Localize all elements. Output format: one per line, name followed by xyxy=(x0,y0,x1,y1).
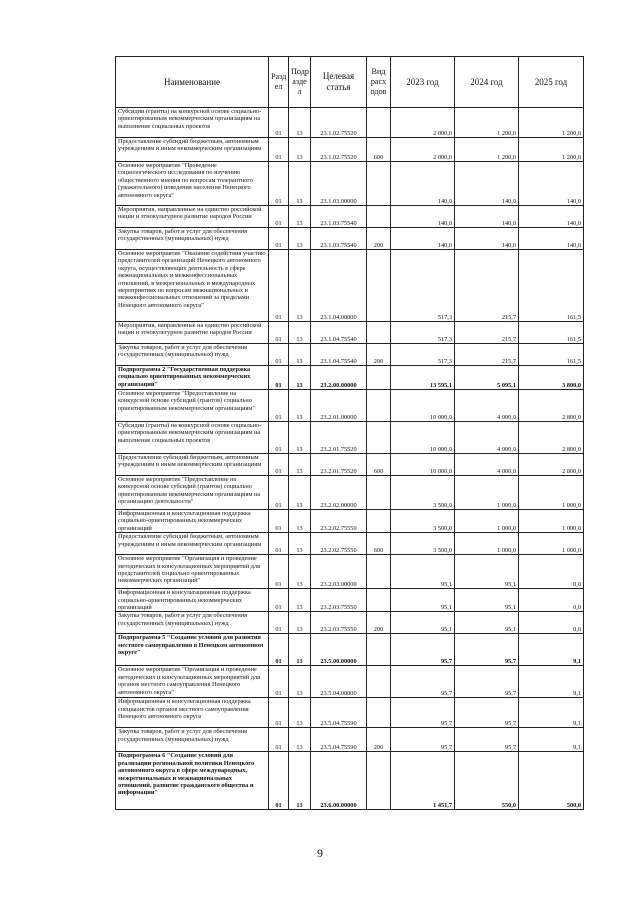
cell-expense-type xyxy=(367,422,391,454)
cell-target: 23.2.01.00000 xyxy=(311,390,367,422)
cell-subsection: 13 xyxy=(289,589,311,612)
cell-section: 01 xyxy=(269,108,289,138)
table-row xyxy=(116,728,584,752)
cell-year-2024: 215,7 xyxy=(455,322,519,344)
cell-year-2024: 1 200,0 xyxy=(455,138,519,162)
header-target: Целевая статья xyxy=(311,57,367,108)
table-row xyxy=(116,533,584,555)
table-row xyxy=(116,589,584,612)
cell-target: 23.2.02.75550 xyxy=(311,510,367,533)
cell-section: 01 xyxy=(269,533,289,555)
cell-year-2025: 3 800,0 xyxy=(519,366,584,390)
cell-target: 23.2.00.00000 xyxy=(311,366,367,390)
cell-year-2025: 161,5 xyxy=(519,250,584,322)
cell-target: 23.1.04.00000 xyxy=(311,250,367,322)
cell-name: Мероприятия, направленные на единство российской нации и этнокультурное развитие народов России xyxy=(116,322,269,344)
cell-name: Основное мероприятие "Оказание содействия участию представителей организаций Ненецкого автономного округа, осуществляющих деятельность в сфере межнациональных и межконфессиональных отношений, в межрегиональных и международных мероприятиях по вопросам межнациональных и межконфессиональных отношений за пределами Ненецкого автономного округа" xyxy=(116,250,269,322)
cell-expense-type: 600 xyxy=(367,533,391,555)
header-year-2024: 2024 год xyxy=(455,57,519,108)
cell-section: 01 xyxy=(269,138,289,162)
cell-expense-type xyxy=(367,589,391,612)
cell-year-2023: 95,7 xyxy=(391,728,455,752)
cell-expense-type xyxy=(367,510,391,533)
cell-year-2023: 2 000,0 xyxy=(391,138,455,162)
table-header-row xyxy=(116,57,584,108)
cell-subsection: 13 xyxy=(289,555,311,589)
cell-target: 23.2.01.75520 xyxy=(311,454,367,476)
cell-target: 23.5.04.75590 xyxy=(311,728,367,752)
cell-expense-type xyxy=(367,322,391,344)
cell-year-2023: 1 451,7 xyxy=(391,752,455,810)
cell-year-2025: 0,0 xyxy=(519,555,584,589)
cell-subsection: 13 xyxy=(289,634,311,666)
cell-section: 01 xyxy=(269,752,289,810)
cell-year-2024: 4 000,0 xyxy=(455,454,519,476)
cell-year-2025: 2 800,0 xyxy=(519,390,584,422)
cell-year-2024: 215,7 xyxy=(455,250,519,322)
cell-expense-type xyxy=(367,634,391,666)
cell-year-2025: 9,1 xyxy=(519,728,584,752)
cell-target: 23.1.04.75540 xyxy=(311,322,367,344)
table-row xyxy=(116,250,584,322)
page-number: 9 xyxy=(317,846,323,860)
cell-subsection: 13 xyxy=(289,322,311,344)
cell-year-2023: 3 500,0 xyxy=(391,476,455,510)
cell-year-2024: 95,1 xyxy=(455,612,519,634)
cell-year-2025: 140,0 xyxy=(519,162,584,206)
cell-year-2024: 95,7 xyxy=(455,728,519,752)
table-row xyxy=(116,510,584,533)
cell-year-2023: 140,0 xyxy=(391,162,455,206)
cell-subsection: 13 xyxy=(289,206,311,228)
cell-year-2025: 2 800,0 xyxy=(519,454,584,476)
cell-section: 01 xyxy=(269,666,289,698)
table-row xyxy=(116,344,584,366)
cell-section: 01 xyxy=(269,728,289,752)
cell-year-2025: 161,5 xyxy=(519,344,584,366)
cell-year-2024: 5 095,1 xyxy=(455,366,519,390)
cell-section: 01 xyxy=(269,162,289,206)
cell-name: Закупка товаров, работ и услуг для обеспечения государственных (муниципальных) нужд xyxy=(116,344,269,366)
cell-expense-type: 200 xyxy=(367,228,391,250)
header-year-2023: 2023 год xyxy=(391,57,455,108)
cell-year-2024: 4 000,0 xyxy=(455,422,519,454)
cell-year-2025: 161,5 xyxy=(519,322,584,344)
cell-year-2023: 13 595,1 xyxy=(391,366,455,390)
cell-expense-type: 200 xyxy=(367,612,391,634)
cell-name: Предоставление субсидий бюджетным, автономным учреждениям и иным некоммерческим организациям xyxy=(116,454,269,476)
cell-subsection: 13 xyxy=(289,344,311,366)
cell-year-2024: 95,7 xyxy=(455,698,519,728)
table-row xyxy=(116,162,584,206)
cell-name: Закупка товаров, работ и услуг для обеспечения государственных (муниципальных) нужд xyxy=(116,612,269,634)
cell-section: 01 xyxy=(269,698,289,728)
cell-year-2023: 95,1 xyxy=(391,555,455,589)
cell-target: 23.1.03.75540 xyxy=(311,206,367,228)
cell-year-2025: 1 000,0 xyxy=(519,510,584,533)
cell-subsection: 13 xyxy=(289,698,311,728)
cell-year-2024: 95,7 xyxy=(455,634,519,666)
cell-year-2023: 517,3 xyxy=(391,250,455,322)
cell-target: 23.5.04.75590 xyxy=(311,698,367,728)
cell-subsection: 13 xyxy=(289,250,311,322)
cell-expense-type xyxy=(367,752,391,810)
cell-year-2024: 1 000,0 xyxy=(455,510,519,533)
cell-year-2023: 95,1 xyxy=(391,589,455,612)
cell-year-2025: 9,1 xyxy=(519,666,584,698)
cell-target: 23.1.04.75540 xyxy=(311,344,367,366)
cell-name: Предоставление субсидий бюджетным, автономным учреждениям и иным некоммерческим организациям xyxy=(116,533,269,555)
cell-year-2025: 0,0 xyxy=(519,589,584,612)
cell-year-2025: 140,0 xyxy=(519,228,584,250)
cell-subsection: 13 xyxy=(289,476,311,510)
cell-year-2024: 1 000,0 xyxy=(455,533,519,555)
cell-section: 01 xyxy=(269,454,289,476)
header-expense-type: Вид расх одов xyxy=(367,57,391,108)
cell-year-2025: 1 200,0 xyxy=(519,138,584,162)
cell-year-2023: 517,3 xyxy=(391,344,455,366)
cell-year-2024: 4 000,0 xyxy=(455,390,519,422)
cell-name: Информационная и консультационная поддержка социально-ориентированных некоммерческих организаций xyxy=(116,589,269,612)
cell-section: 01 xyxy=(269,422,289,454)
table-row xyxy=(116,422,584,454)
cell-name: Информационная и консультационная поддержка специалистов органов местного самоуправления Ненецкого автономного округа xyxy=(116,698,269,728)
cell-year-2023: 517,3 xyxy=(391,322,455,344)
cell-year-2023: 10 000,0 xyxy=(391,422,455,454)
cell-name: Основное мероприятие "Проведение социологического исследования по изучению общественного мнения по вопросам толерантного (уважительного) поведения населения Ненецкого автономного округа" xyxy=(116,162,269,206)
cell-section: 01 xyxy=(269,250,289,322)
cell-section: 01 xyxy=(269,390,289,422)
header-subsection: Подр азде л xyxy=(289,57,311,108)
cell-year-2025: 2 800,0 xyxy=(519,422,584,454)
cell-target: 23.2.01.75520 xyxy=(311,422,367,454)
cell-year-2025: 500,0 xyxy=(519,752,584,810)
table-row xyxy=(116,322,584,344)
table-row xyxy=(116,366,584,390)
cell-target: 23.5.04.00000 xyxy=(311,666,367,698)
cell-year-2025: 1 000,0 xyxy=(519,476,584,510)
header-name: Наименование xyxy=(116,57,269,108)
header-section: Разд ел xyxy=(269,57,289,108)
cell-section: 01 xyxy=(269,366,289,390)
cell-subsection: 13 xyxy=(289,162,311,206)
cell-year-2024: 1 200,0 xyxy=(455,108,519,138)
cell-name: Предоставление субсидий бюджетным, автономным учреждениям и иным некоммерческим организациям xyxy=(116,138,269,162)
cell-name: Основное мероприятие "Предоставление на конкурсной основе субсидий (грантов) социально ориентированным некоммерческим организациям на организацию деятельности" xyxy=(116,476,269,510)
budget-table xyxy=(115,56,584,810)
cell-target: 23.2.03.00000 xyxy=(311,555,367,589)
cell-year-2024: 140,0 xyxy=(455,228,519,250)
cell-subsection: 13 xyxy=(289,108,311,138)
table-row xyxy=(116,555,584,589)
cell-expense-type: 200 xyxy=(367,344,391,366)
table-row xyxy=(116,476,584,510)
cell-section: 01 xyxy=(269,555,289,589)
table-row xyxy=(116,228,584,250)
cell-target: 23.5.00.00000 xyxy=(311,634,367,666)
table-row xyxy=(116,698,584,728)
cell-year-2023: 2 000,0 xyxy=(391,108,455,138)
cell-target: 23.1.03.75540 xyxy=(311,228,367,250)
cell-expense-type xyxy=(367,366,391,390)
cell-year-2023: 10 000,0 xyxy=(391,390,455,422)
cell-subsection: 13 xyxy=(289,728,311,752)
table-row xyxy=(116,138,584,162)
cell-year-2023: 95,7 xyxy=(391,634,455,666)
header-year-2025: 2025 год xyxy=(519,57,584,108)
cell-year-2024: 95,1 xyxy=(455,555,519,589)
cell-subsection: 13 xyxy=(289,533,311,555)
cell-expense-type: 600 xyxy=(367,454,391,476)
cell-name: Подпрограмма 6 "Создание условий для реализации региональной политики Ненецкого автономного округа в сфере международных, межрегиональных и межнациональных отношений, развитие гражданского общества и информации" xyxy=(116,752,269,810)
cell-target: 23.2.02.75550 xyxy=(311,533,367,555)
cell-year-2023: 3 500,0 xyxy=(391,533,455,555)
cell-name: Основное мероприятие "Предоставление на конкурсной основе субсидий (грантов) социально ориентированным некоммерческим организациям" xyxy=(116,390,269,422)
cell-subsection: 13 xyxy=(289,510,311,533)
cell-year-2025: 9,1 xyxy=(519,698,584,728)
cell-year-2023: 3 500,0 xyxy=(391,510,455,533)
table-row xyxy=(116,666,584,698)
cell-expense-type xyxy=(367,250,391,322)
cell-subsection: 13 xyxy=(289,366,311,390)
table-row xyxy=(116,108,584,138)
cell-expense-type xyxy=(367,666,391,698)
table-row xyxy=(116,752,584,810)
cell-name: Закупка товаров, работ и услуг для обеспечения государственных (муниципальных) нужд xyxy=(116,728,269,752)
cell-year-2024: 550,0 xyxy=(455,752,519,810)
cell-year-2024: 1 000,0 xyxy=(455,476,519,510)
table-body xyxy=(116,108,584,810)
cell-year-2025: 140,0 xyxy=(519,206,584,228)
cell-year-2025: 1 000,0 xyxy=(519,533,584,555)
cell-subsection: 13 xyxy=(289,666,311,698)
cell-year-2023: 95,1 xyxy=(391,612,455,634)
cell-name: Субсидии (гранты) на конкурсной основе социально-ориентированным некоммерческим организациям на выполнение социальных проектов xyxy=(116,422,269,454)
cell-subsection: 13 xyxy=(289,422,311,454)
table-row xyxy=(116,612,584,634)
cell-expense-type xyxy=(367,698,391,728)
cell-year-2025: 0,0 xyxy=(519,612,584,634)
cell-section: 01 xyxy=(269,589,289,612)
cell-name: Подпрограмма 2 "Государственная поддержка социально ориентированных некоммерческих организаций" xyxy=(116,366,269,390)
cell-target: 23.1.03.00000 xyxy=(311,162,367,206)
cell-year-2024: 140,0 xyxy=(455,162,519,206)
cell-year-2023: 95,7 xyxy=(391,698,455,728)
cell-section: 01 xyxy=(269,612,289,634)
cell-section: 01 xyxy=(269,634,289,666)
cell-section: 01 xyxy=(269,228,289,250)
cell-expense-type xyxy=(367,390,391,422)
cell-subsection: 13 xyxy=(289,454,311,476)
cell-name: Основное мероприятие "Организация и проведение методических и консультационных мероприятий для представителей социально ориентированных некоммерческих организаций" xyxy=(116,555,269,589)
cell-year-2023: 95,7 xyxy=(391,666,455,698)
cell-year-2025: 9,1 xyxy=(519,634,584,666)
cell-expense-type xyxy=(367,162,391,206)
cell-year-2024: 95,7 xyxy=(455,666,519,698)
cell-subsection: 13 xyxy=(289,228,311,250)
cell-expense-type xyxy=(367,108,391,138)
cell-section: 01 xyxy=(269,322,289,344)
cell-expense-type: 600 xyxy=(367,138,391,162)
cell-year-2024: 140,0 xyxy=(455,206,519,228)
cell-target: 23.2.03.75550 xyxy=(311,589,367,612)
cell-name: Подпрограмма 5 "Создание условий для развития местного самоуправления в Ненецком автономном округе" xyxy=(116,634,269,666)
table-row xyxy=(116,634,584,666)
cell-target: 23.6.00.00000 xyxy=(311,752,367,810)
table-row xyxy=(116,454,584,476)
cell-section: 01 xyxy=(269,344,289,366)
cell-name: Мероприятия, направленные на единство российской нации и этнокультурное развитие народов России xyxy=(116,206,269,228)
cell-year-2023: 10 000,0 xyxy=(391,454,455,476)
cell-year-2023: 140,0 xyxy=(391,206,455,228)
table-row xyxy=(116,390,584,422)
cell-name: Субсидии (гранты) на конкурсной основе социально-ориентированным некоммерческим организациям на выполнение социальных проектов xyxy=(116,108,269,138)
cell-expense-type xyxy=(367,206,391,228)
cell-year-2025: 1 200,0 xyxy=(519,108,584,138)
cell-subsection: 13 xyxy=(289,138,311,162)
cell-name: Основное мероприятие "Организация и проведение методических и консультационных мероприятий для органов местного самоуправления Ненецкого автономного округа" xyxy=(116,666,269,698)
cell-subsection: 13 xyxy=(289,612,311,634)
cell-expense-type: 200 xyxy=(367,728,391,752)
cell-section: 01 xyxy=(269,476,289,510)
cell-name: Информационная и консультационная поддержка социально-ориентированных некоммерческих организаций xyxy=(116,510,269,533)
cell-section: 01 xyxy=(269,510,289,533)
cell-subsection: 13 xyxy=(289,752,311,810)
cell-expense-type xyxy=(367,555,391,589)
cell-subsection: 13 xyxy=(289,390,311,422)
cell-target: 23.2.02.00000 xyxy=(311,476,367,510)
cell-expense-type xyxy=(367,476,391,510)
table-row xyxy=(116,206,584,228)
cell-section: 01 xyxy=(269,206,289,228)
cell-target: 23.1.02.75520 xyxy=(311,138,367,162)
cell-year-2024: 95,1 xyxy=(455,589,519,612)
cell-year-2024: 215,7 xyxy=(455,344,519,366)
cell-year-2023: 140,0 xyxy=(391,228,455,250)
cell-target: 23.2.03.75550 xyxy=(311,612,367,634)
cell-name: Закупка товаров, работ и услуг для обеспечения государственных (муниципальных) нужд xyxy=(116,228,269,250)
cell-target: 23.1.02.75520 xyxy=(311,108,367,138)
